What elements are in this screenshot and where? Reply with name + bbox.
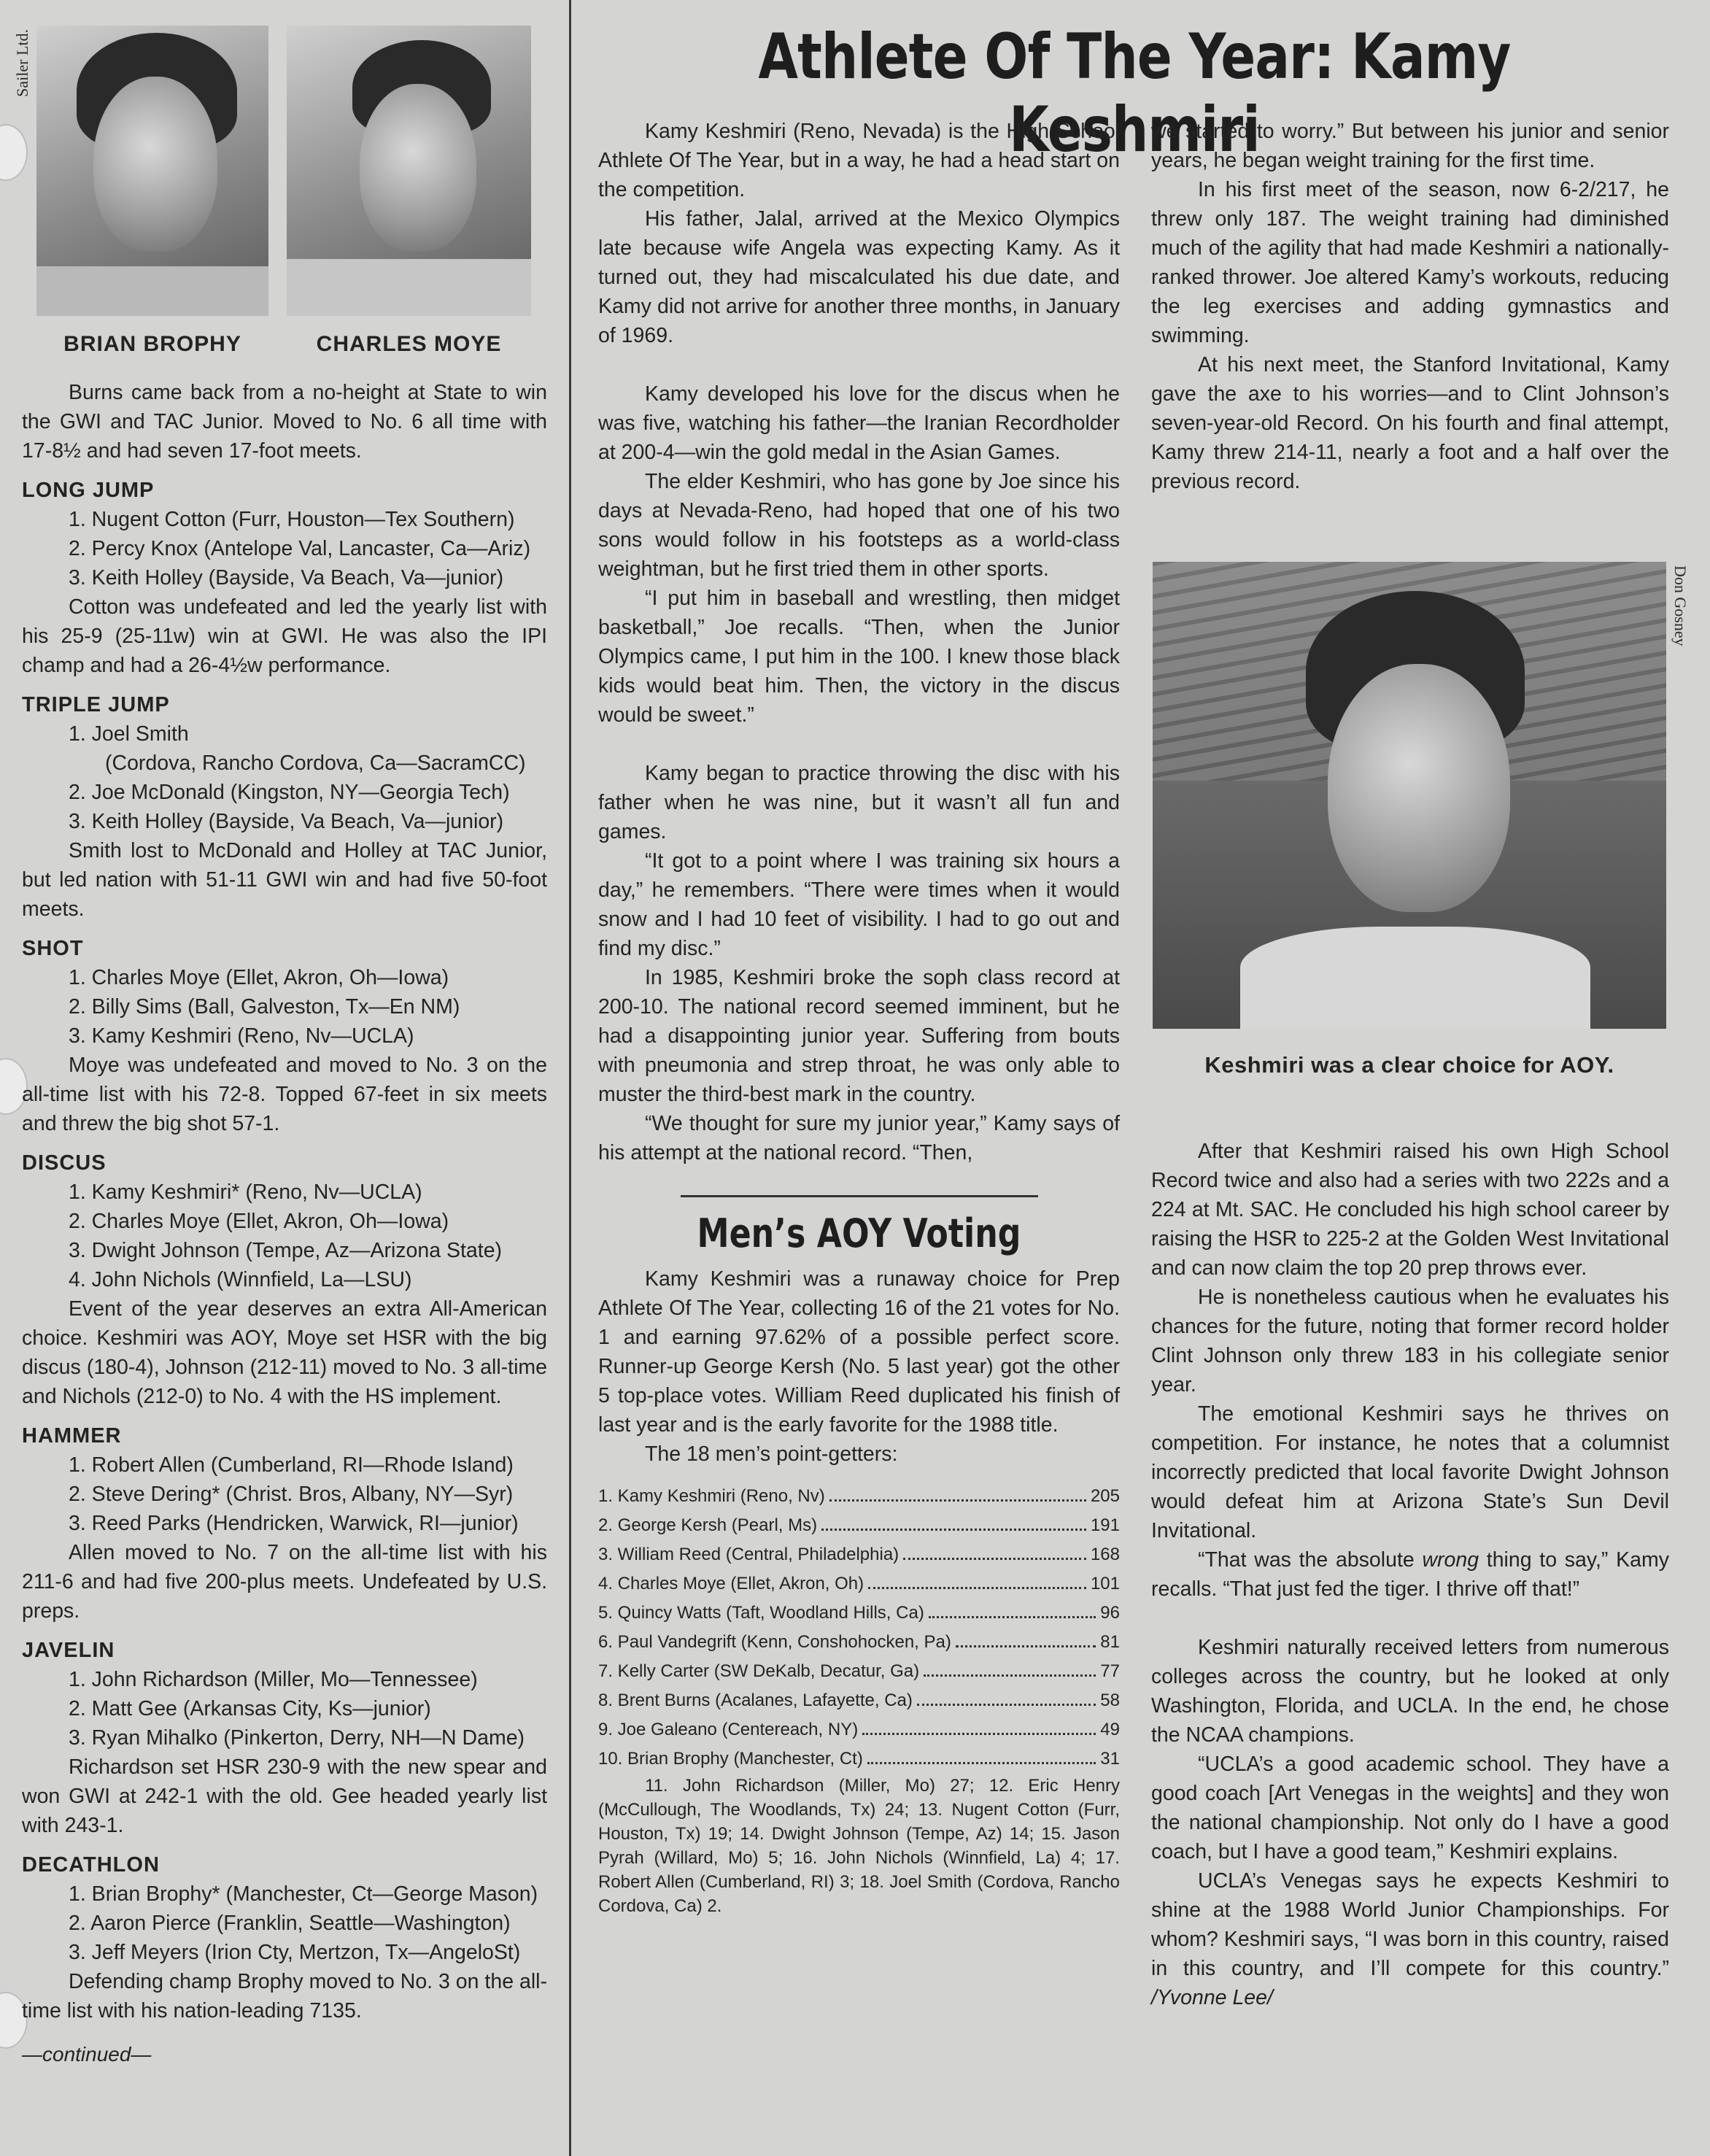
event-note: Richardson set HSR 230-9 with the new spear and won GWI at 242-1 with the old. Gee headed yearly list with 243-1. (22, 1755, 547, 1837)
vote-points: 101 (1090, 1574, 1120, 1593)
article-paragraph: Kamy Keshmiri (Reno, Nevada) is the High School Athlete Of The Year, but in a way, he had a head start on the competition. (598, 120, 1120, 201)
event-rank-entry (22, 1938, 547, 1967)
event-heading: DECATHLON (22, 1853, 160, 1877)
vote-points: 96 (1100, 1603, 1120, 1623)
vote-leader-dots (903, 1558, 1086, 1560)
event-rank-entry (22, 534, 547, 563)
article-paragraph: After that Keshmiri raised his own High School Record twice and also had a series with two 222s and a 224 at Mt. SAC. He concluded his high school career by raising the HSR to 225-2 at the Golden West Invitational and can now claim the top 20 prep throws ever. (1151, 1140, 1669, 1280)
article-center-column (598, 117, 1120, 1918)
event-heading: TRIPLE JUMP (22, 693, 170, 716)
vote-leader-dots (868, 1587, 1086, 1589)
rank-text: 2. Percy Knox (Antelope Val, Lancaster, Ca—Ariz) (69, 537, 531, 560)
vote-row (598, 1628, 1120, 1657)
event-note: Smith lost to McDonald and Holley at TAC Junior, but led nation with 51-11 GWI win and had five 50-foot meets. (22, 839, 547, 921)
vote-name: 10. Brian Brophy (Manchester, Ct) (598, 1749, 863, 1769)
vote-name: 7. Kelly Carter (SW DeKalb, Decatur, Ga) (598, 1661, 920, 1681)
rank-text: 1. John Richardson (Miller, Mo—Tennessee) (69, 1668, 478, 1691)
event-note: Defending champ Brophy moved to No. 3 on the all-time list with his nation-leading 7135. (22, 1970, 547, 2022)
caption-brian-brophy: BRIAN BROPHY (63, 332, 241, 356)
event-heading: DISCUS (22, 1151, 107, 1175)
event-rank-entry (22, 1236, 547, 1265)
event-results-column (22, 378, 547, 2129)
vote-leader-dots (867, 1762, 1096, 1764)
vote-row (598, 1482, 1120, 1511)
right-bottom-paragraphs (1151, 1137, 1669, 2012)
vote-points: 81 (1100, 1632, 1120, 1652)
article-paragraph: At his next meet, the Stanford Invitational, Kamy gave the axe to his worries—and to Clint Johnson’s seven-year-old Record. On his fourth and final attempt, Kamy threw 214-11, nearly a foot and a half over the previous record. (1151, 353, 1669, 493)
article-paragraph: “That was the absolute wrong thing to say,” Kamy recalls. “That just fed the tiger. I thrive off that!” (1151, 1548, 1669, 1601)
event-rank-entry (22, 1178, 547, 1207)
article-paragraph: He is nonetheless cautious when he evaluates his chances for the future, noting that former record holder Clint Johnson only threw 183 in his collegiate senior year. (1151, 1286, 1669, 1396)
paragraph-gap (1151, 1604, 1669, 1633)
rank-text: 3. Jeff Meyers (Irion Cty, Mertzon, Tx—AngeloSt) (69, 1941, 521, 1964)
event-rank-entry (22, 963, 547, 992)
event-note: Allen moved to No. 7 on the all-time list with his 211-6 and had five 200-plus meets. Undefeated by U.S. preps. (22, 1541, 547, 1623)
rank-text: 2. Joe McDonald (Kingston, NY—Georgia Tech) (69, 781, 510, 804)
vote-points: 31 (1100, 1749, 1120, 1769)
rank-text: 1. Nugent Cotton (Furr, Houston—Tex Southern) (69, 508, 515, 531)
rank-text: 1. Joel Smith (69, 722, 189, 746)
paragraph-gap (598, 350, 1120, 379)
rank-text: 1. Brian Brophy* (Manchester, Ct—George Mason) (69, 1882, 538, 1906)
vote-name: 3. William Reed (Central, Philadelphia) (598, 1545, 900, 1564)
vote-name: 4. Charles Moye (Ellet, Akron, Oh) (598, 1574, 864, 1593)
event-rank-entry (22, 1909, 547, 1938)
vote-points: 58 (1100, 1691, 1120, 1710)
event-rank-entry (22, 778, 547, 807)
vote-row (598, 1599, 1120, 1628)
continued-marker: —continued— (22, 2043, 152, 2066)
event-rank-entry (22, 1450, 547, 1480)
vote-points: 168 (1090, 1545, 1120, 1564)
rank-text: 2. Matt Gee (Arkansas City, Ks—junior) (69, 1697, 431, 1720)
photo-kamy-keshmiri (1153, 562, 1666, 1029)
event-heading: HAMMER (22, 1424, 122, 1448)
emphasis: wrong (1422, 1548, 1479, 1572)
voting-rest: 11. John Richardson (Miller, Mo) 27; 12. Eric Henry (McCullough, The Woodlands, Tx) 24; 13. Nugent Cotton (Furr, Houston, Tx) 19; 14. Dwight Johnson (Tempe, Az) 14; 15. Jason Pyrah (Willard, Mo) 5; 16. John Nichols (Winnfield, La) 4; 17. Robert Allen (Cumberland, RI) 3; 18. Joel Smith (Cordova, Rancho Cordova, Ca) 2. (598, 1776, 1120, 1916)
events-list (22, 476, 547, 2025)
vote-leader-dots (924, 1674, 1096, 1677)
rank-text: 3. Keith Holley (Bayside, Va Beach, Va—junior) (69, 566, 504, 590)
article-paragraph: In 1985, Keshmiri broke the soph class record at 200-10. The national record seemed imminent, but he had a disappointing junior year. Suffering from bouts with pneumonia and strep throat, he was only able to muster the third-best mark in the country. (598, 966, 1120, 1106)
event-rank-entry (22, 1879, 547, 1909)
event-heading: SHOT (22, 937, 84, 960)
photo-credit-right: Don Gosney (1671, 565, 1690, 646)
rank-text: 3. Dwight Johnson (Tempe, Az—Arizona State) (69, 1239, 503, 1262)
article-paragraph: UCLA’s Venegas says he expects Keshmiri to shine at the 1988 World Junior Championships. For whom? Keshmiri says, “I was born in this country, raised in this country, and I’ll compete for this country.” /Yvonne Lee/ (1151, 1869, 1669, 2009)
event-rank-entry (22, 1665, 547, 1694)
event-rank-entry (22, 1723, 547, 1753)
event-rank-entry (22, 505, 547, 534)
vote-row (598, 1715, 1120, 1744)
vote-row (598, 1540, 1120, 1569)
rank-text: 2. Charles Moye (Ellet, Akron, Oh—Iowa) (69, 1210, 449, 1233)
caption-charles-moye: CHARLES MOYE (316, 332, 502, 356)
rank-text: 3. Ryan Mihalko (Pinkerton, Derry, NH—N Dame) (69, 1726, 525, 1750)
event-rank-entry (22, 992, 547, 1021)
article-paragraph: Kamy developed his love for the discus when he was five, watching his father—the Iranian Recordholder at 200-4—win the gold medal in the Asian Games. (598, 382, 1120, 464)
right-first-paragraph: we started to worry.” But between his junior and senior years, he began weight training for the first time. (1151, 120, 1669, 172)
vote-leader-dots (821, 1529, 1086, 1531)
article-paragraph: In his first meet of the season, now 6-2/217, he threw only 187. The weight training had diminished much of the agility that had made Keshmiri a nationally-ranked thrower. Joe altered Kamy’s workouts, reducing the leg exercises and adding gymnastics and swimming. (1151, 178, 1669, 347)
voting-intro: Kamy Keshmiri was a runaway choice for Prep Athlete Of The Year, collecting 16 of the 21 votes for No. 1 and earning 97.62% of a possible perfect score. Runner-up George Kersh (No. 5 last year) got the other 5 top-place votes. William Reed duplicated his finish of last year and is the early favorite for the 1988 title. (598, 1267, 1120, 1437)
paragraph-gap (598, 730, 1120, 759)
article-paragraph: The elder Keshmiri, who has gone by Joe since his days at Nevada-Reno, had hoped that one of his two sons would follow in his footsteps as a world-class weightman, but he first tried them in other sports. (598, 470, 1120, 581)
event-rank-entry (22, 1265, 547, 1294)
vote-points: 77 (1100, 1661, 1120, 1681)
article-right-bottom (1151, 1137, 1669, 2012)
vote-name: 6. Paul Vandegrift (Kenn, Conshohocken, Pa) (598, 1632, 951, 1652)
vote-name: 1. Kamy Keshmiri (Reno, Nv) (598, 1486, 825, 1506)
rank-text: 1. Charles Moye (Ellet, Akron, Oh—Iowa) (69, 966, 449, 989)
column-divider (569, 0, 571, 2156)
article-paragraph: Keshmiri naturally received letters from numerous colleges across the country, but he looked at only Washington, Florida, and UCLA. In the end, he chose the NCAA champions. (1151, 1636, 1669, 1747)
vote-row (598, 1569, 1120, 1599)
article-paragraph: “It got to a point where I was training six hours a day,” he remembers. “There were times when it would snow and I had 10 feet of visibility. I had to go out and find my disc.” (598, 849, 1120, 960)
vote-name: 2. George Kersh (Pearl, Ms) (598, 1515, 818, 1535)
rank-text-continued: (Cordova, Rancho Cordova, Ca—SacramCC) (105, 751, 526, 775)
article-paragraph: The emotional Keshmiri says he thrives on competition. For instance, he notes that a columnist incorrectly predicted that local favorite Dwight Johnson would defeat him at Arizona State’s Sun Devil Invitational. (1151, 1402, 1669, 1542)
rank-text: 3. Keith Holley (Bayside, Va Beach, Va—junior) (69, 810, 504, 833)
vote-row (598, 1686, 1120, 1715)
vote-points: 205 (1090, 1486, 1120, 1506)
vote-leader-dots (917, 1704, 1096, 1706)
voting-list (598, 1482, 1120, 1774)
event-note: Event of the year deserves an extra All-American choice. Keshmiri was AOY, Moye set HSR with the big discus (180-4), Johnson (212-11) moved to No. 3 all-time and Nichols (212-0) to No. 4 with the HS implement. (22, 1297, 547, 1408)
article-paragraph: “We thought for sure my junior year,” Kamy says of his attempt at the national record. “Then, (598, 1112, 1120, 1164)
event-rank-entry (22, 1480, 547, 1509)
article-paragraph: “I put him in baseball and wrestling, then midget basketball,” Joe recalls. “Then, when the Junior Olympics came, I put him in the 100. I knew those black kids would beat him. Then, the victory in the discus would be sweet.” (598, 587, 1120, 727)
byline: /Yvonne Lee/ (1151, 1986, 1273, 2009)
vote-leader-dots (956, 1645, 1096, 1647)
vote-leader-dots (929, 1616, 1096, 1618)
event-heading: LONG JUMP (22, 479, 155, 502)
event-rank-entry (22, 563, 547, 592)
article-paragraph: Kamy began to practice throwing the disc with his father when he was nine, but it wasn’t all fun and games. (598, 762, 1120, 843)
rank-text: 4. John Nichols (Winnfield, La—LSU) (69, 1268, 412, 1291)
photo-caption-keshmiri: Keshmiri was a clear choice for AOY. (1204, 1052, 1614, 1078)
right-top-paragraphs (1151, 175, 1669, 496)
article-right-column (1151, 117, 1669, 496)
rank-text: 2. Steve Dering* (Christ. Bros, Albany, NY—Syr) (69, 1483, 514, 1506)
vote-leader-dots (862, 1733, 1096, 1735)
article-paragraph: His father, Jalal, arrived at the Mexico Olympics late because wife Angela was expecting Kamy. As it turned out, they had miscalculated his due date, and Kamy did not arrive for another three months, in January of 1969. (598, 207, 1120, 347)
vote-name: 9. Joe Galeano (Centereach, NY) (598, 1720, 859, 1739)
section-rule (681, 1195, 1038, 1197)
article-title: Athlete Of The Year: Kamy Keshmiri (758, 20, 1511, 166)
photo-credit-left: Sailer Ltd. (13, 29, 31, 97)
event-note: Moye was undefeated and moved to No. 3 on the all-time list with his 72-8. Topped 67-feet in six meets and threw the big shot 57-1. (22, 1054, 547, 1135)
rank-text: 3. Kamy Keshmiri (Reno, Nv—UCLA) (69, 1024, 414, 1048)
vote-leader-dots (829, 1499, 1086, 1502)
vote-name: 8. Brent Burns (Acalanes, Lafayette, Ca) (598, 1691, 913, 1710)
vote-row (598, 1744, 1120, 1774)
vote-points: 191 (1090, 1515, 1120, 1535)
rank-text: 2. Billy Sims (Ball, Galveston, Tx—En NM) (69, 995, 460, 1019)
vote-points: 49 (1100, 1720, 1120, 1739)
voting-title: Men’s AOY Voting (697, 1210, 1021, 1256)
intro-paragraph: Burns came back from a no-height at State to win the GWI and TAC Junior. Moved to No. 6 all time with 17-8½ and had seven 17-foot meets. (22, 381, 547, 463)
event-rank-entry (22, 1207, 547, 1236)
center-paragraphs (598, 117, 1120, 1167)
event-heading: JAVELIN (22, 1639, 115, 1662)
vote-row (598, 1511, 1120, 1540)
rank-text: 3. Reed Parks (Hendricken, Warwick, RI—junior) (69, 1512, 519, 1535)
binder-hole (0, 124, 28, 181)
event-rank-entry (22, 719, 547, 778)
photo-charles-moye (287, 26, 531, 316)
article-paragraph: “UCLA’s a good academic school. They have a good coach [Art Venegas in the weights] and they won the national championship. Not only do I have a good coach, but I have a good team,” Keshmiri explains. (1151, 1753, 1669, 1863)
event-note: Cotton was undefeated and led the yearly list with his 25-9 (25-11w) win at GWI. He was also the IPI champ and had a 26-4½w performance. (22, 595, 547, 677)
rank-text: 1. Robert Allen (Cumberland, RI—Rhode Island) (69, 1453, 514, 1477)
event-rank-entry (22, 807, 547, 836)
event-rank-entry (22, 1509, 547, 1538)
voting-lead: The 18 men’s point-getters: (645, 1442, 898, 1466)
rank-text: 1. Kamy Keshmiri* (Reno, Nv—UCLA) (69, 1181, 422, 1204)
rank-text: 2. Aaron Pierce (Franklin, Seattle—Washington) (69, 1912, 511, 1935)
vote-name: 5. Quincy Watts (Taft, Woodland Hills, Ca) (598, 1603, 924, 1623)
photo-brian-brophy (36, 26, 268, 316)
vote-row (598, 1657, 1120, 1686)
event-rank-entry (22, 1694, 547, 1723)
event-rank-entry (22, 1021, 547, 1051)
